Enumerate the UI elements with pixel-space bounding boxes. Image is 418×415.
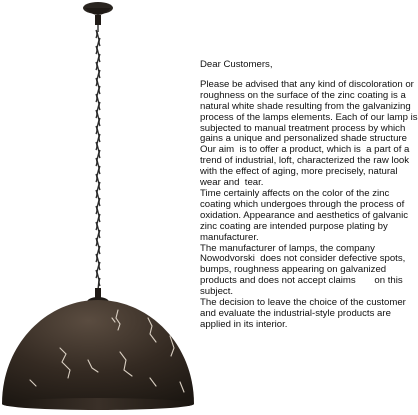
notice-line: with the effect of aging, more precisely, natural (200, 166, 398, 178)
notice-line: Time certainly affects on the color of the zinc (200, 187, 390, 199)
pendant-lamp-image (0, 0, 200, 415)
notice-line: manufacturer. (200, 231, 259, 243)
notice-line: The decision to leave the choice of the customer (200, 297, 406, 309)
ceiling-canopy (83, 2, 113, 25)
notice-line: wear and tear. (200, 177, 264, 189)
notice-line: roughness on the surface of the zinc coating is a (200, 89, 406, 101)
notice-line: subjected to manual treatment process by which (200, 122, 406, 134)
customer-notice (200, 60, 416, 331)
notice-line: Our aim is to offer a product, which is a part of a (200, 144, 410, 156)
notice-line: subject. (200, 286, 234, 298)
notice-line: gains a unique and personalized shade structure (200, 133, 407, 145)
notice-line: applied in its interior. (200, 318, 288, 330)
suspension-chain (96, 25, 100, 290)
dome-shade (2, 300, 194, 410)
notice-line: The manufacturer of lamps, the company (200, 242, 375, 254)
notice-line: oxidation. Appearance and aesthetics of galvanic (200, 209, 409, 221)
notice-line: products and does not accept claims on this (200, 275, 403, 287)
notice-body (200, 80, 416, 331)
notice-line: Please be advised that any kind of discoloration or (200, 78, 414, 90)
notice-line: natural white shade resulting from the galvanizing (200, 100, 411, 112)
notice-greeting: Dear Customers, (200, 59, 273, 70)
notice-line: coating which undergoes through the process of (200, 198, 405, 210)
notice-line: zinc coating are intended purpose plating by (200, 220, 388, 232)
notice-line: bumps, roughness appearing on galvanized (200, 264, 387, 276)
notice-line: trend of industrial, loft, characterized the raw look (200, 155, 410, 167)
notice-line: and evaluate the industrial-style products are (200, 307, 391, 319)
notice-line: Nowodvorski does not consider defective spots, (200, 253, 406, 265)
notice-line: process of the lamps elements. Each of our lamp is (200, 111, 418, 123)
